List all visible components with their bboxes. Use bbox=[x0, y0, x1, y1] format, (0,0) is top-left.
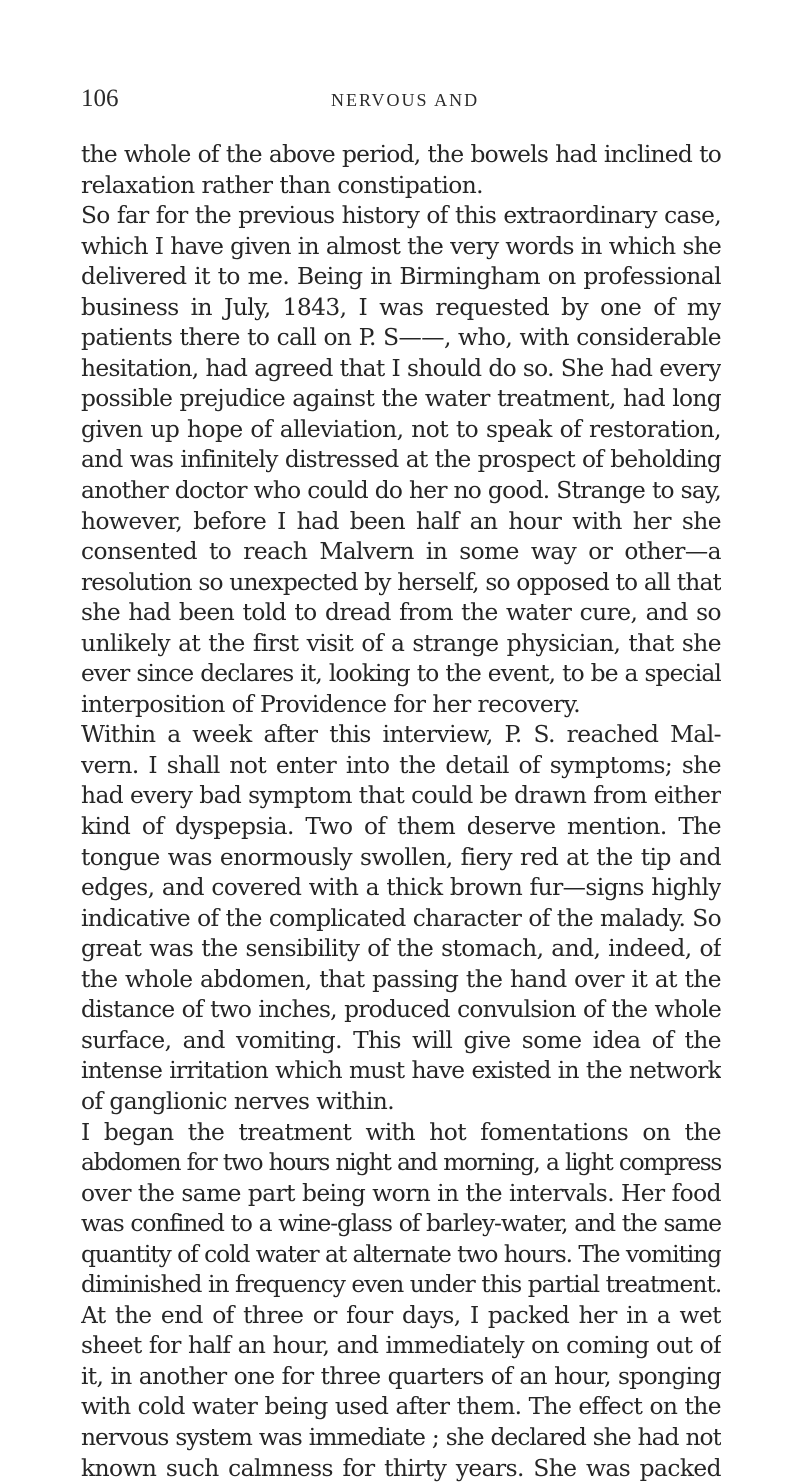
text-line: diminished in frequency even under this partial treatment. bbox=[81, 1271, 721, 1299]
text-line: distance of two inches, produced convulsion of the whole bbox=[81, 996, 721, 1024]
text-line: she had been told to dread from the water cure, and so bbox=[81, 599, 721, 627]
text-line: So far for the previous history of this extraordinary case, bbox=[81, 202, 721, 230]
text-line: resolution so unexpected by herself, so opposed to all that bbox=[81, 568, 721, 596]
text-line: delivered it to me. Being in Birmingham on professional bbox=[81, 263, 721, 291]
text-line: great was the sensibility of the stomach, and, indeed, of bbox=[81, 935, 721, 963]
text-line: patients there to call on P. S——, who, with considerable bbox=[81, 324, 721, 352]
text-line: the whole of the above period, the bowels had inclined to bbox=[81, 141, 721, 168]
text-line: over the same part being worn in the intervals. Her food bbox=[81, 1179, 721, 1207]
text-line: however, before I had been half an hour with her she bbox=[81, 507, 721, 535]
text-line: it, in another one for three quarters of an hour, sponging bbox=[81, 1362, 721, 1390]
text-line: unlikely at the first visit of a strange physician, that she bbox=[81, 629, 721, 657]
text-line: Within a week after this interview, P. S. reached Mal- bbox=[81, 721, 721, 749]
text-line: vern. I shall not enter into the detail of symptoms; she bbox=[81, 751, 721, 779]
text-line: which I have given in almost the very words in which she bbox=[81, 232, 721, 260]
text-line: had every bad symptom that could be drawn from either bbox=[81, 782, 721, 810]
text-line: quantity of cold water at alternate two hours. The vomiting bbox=[81, 1240, 721, 1268]
text-line: edges, and covered with a thick brown fur—signs highly bbox=[81, 874, 721, 902]
text-line: of ganglionic nerves within. bbox=[81, 1087, 395, 1115]
body-text bbox=[81, 140, 721, 1484]
text-line: known such calmness for thirty years. She was packed bbox=[81, 1454, 721, 1482]
text-line: consented to reach Malvern in some way or other—a bbox=[81, 538, 721, 566]
text-line: the whole abdomen, that passing the hand over it at the bbox=[81, 965, 721, 993]
text-line: possible prejudice against the water treatment, had long bbox=[81, 385, 721, 413]
text-line: with cold water being used after them. The effect on the bbox=[81, 1393, 721, 1421]
text-line: surface, and vomiting. This will give some idea of the bbox=[81, 1026, 721, 1054]
text-line: abdomen for two hours night and morning, a light compress bbox=[81, 1149, 721, 1177]
page-number: 106 bbox=[81, 85, 119, 112]
text-line: was confined to a wine-glass of barley-water, and the same bbox=[81, 1210, 721, 1238]
running-title: NERVOUS AND bbox=[331, 90, 480, 110]
text-line: ever since declares it, looking to the event, to be a special bbox=[81, 660, 721, 688]
text-line: sheet for half an hour, and immediately on coming out of bbox=[81, 1332, 721, 1360]
text-line: At the end of three or four days, I packed her in a wet bbox=[81, 1301, 721, 1329]
text-line: I began the treatment with hot fomentations on the bbox=[81, 1118, 721, 1146]
text-line: tongue was enormously swollen, fiery red at the tip and bbox=[81, 843, 721, 871]
text-line: relaxation rather than constipation. bbox=[81, 171, 484, 199]
text-line: given up hope of alleviation, not to speak of restoration, bbox=[81, 415, 721, 443]
running-head bbox=[81, 84, 721, 114]
text-line: interposition of Providence for her recovery. bbox=[81, 690, 581, 718]
text-line: nervous system was immediate ; she declared she had not bbox=[81, 1423, 721, 1451]
text-line: another doctor who could do her no good. Strange to say, bbox=[81, 477, 721, 505]
text-line: kind of dyspepsia. Two of them deserve mention. The bbox=[81, 813, 721, 841]
text-line: intense irritation which must have existed in the network bbox=[81, 1057, 721, 1085]
text-line: business in July, 1843, I was requested by one of my bbox=[81, 293, 721, 321]
text-line: hesitation, had agreed that I should do so. She had every bbox=[81, 354, 721, 382]
text-line: and was infinitely distressed at the prospect of beholding bbox=[81, 446, 721, 474]
text-line: indicative of the complicated character of the malady. So bbox=[81, 904, 721, 932]
